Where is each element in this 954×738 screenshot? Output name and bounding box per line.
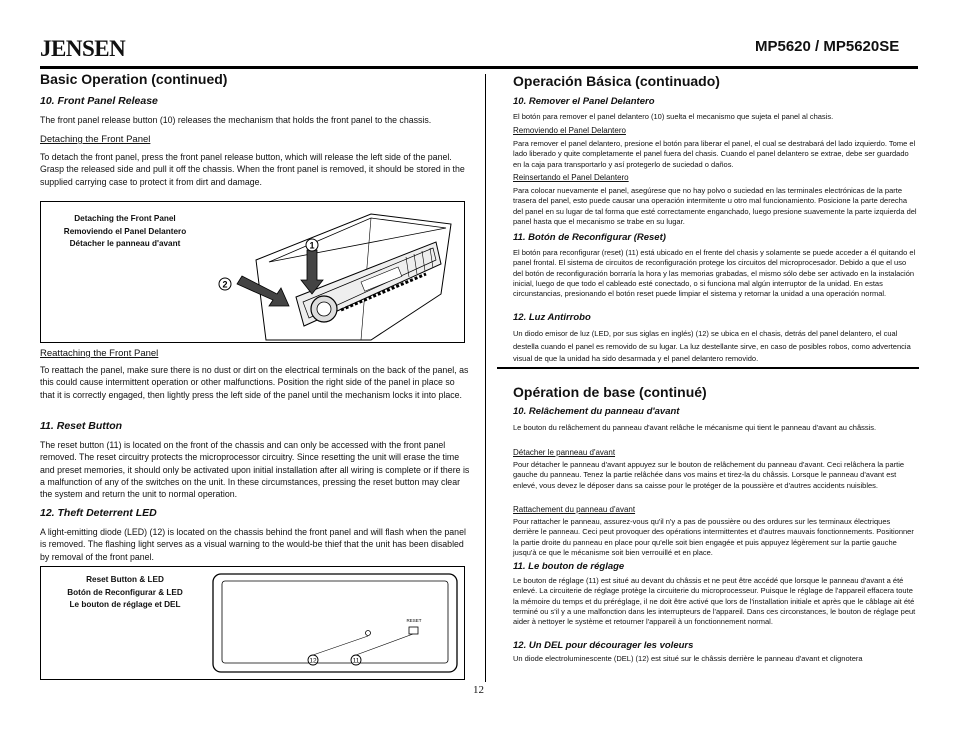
spanish-detach-text: Para remover el panel delantero, presione el botón para liberar el panel, el cual se destrabará del lado izquierdo. Tome el lado liberado y quite completamente el panel fuera del chasis. Cuando el panel delantero se extrae, debe ser guardado en la caja para transportarlo y así protegerlo de suciedad o daños.: [513, 139, 916, 169]
english-s12-text: A light-emitting diode (LED) (12) is located on the chassis behind the front panel and will flash when the panel is removed. The flashing light serves as a visual warning to the would-be thief that the unit has been disabled by removal of the front panel.: [40, 527, 466, 562]
page-number: 12: [473, 684, 484, 696]
callout-11-label: 11: [352, 657, 360, 665]
column-divider: [485, 74, 486, 682]
spanish-s11-text: El botón para reconfigurar (reset) (11) está ubicado en el frente del chasis y solamente se puede acceder a él quitando el panel frontal. El sistema de circuitos de reconfiguración protege los circuitos del microprocesador. Debido a que el uso del botón de reconfiguración borraría la hora y las memorias grabadas, el mismo sólo debe ser activado en la instalación inicial, luego de que todo el cableado esté conectado, o si funciona mal algún interruptor de la unidad. En estas circunstancias, presionando el botón reset puede limpiar el sistema y retornar la unidad a una operación normal.: [513, 248, 916, 299]
french-detach-text: Pour détacher le panneau d'avant appuyez sur le bouton de relâchement du panneau d'avant. Ceci relâchera la partie gauche du panneau. Tenez la partie relâchée dans vos mains et tirez-la du châssis. Lorsque le panneau d'avant est enlevé, vous devez le déposer dans sa caisse pour le protéger de la poussière et d'autres accidents nuisibles.: [513, 460, 905, 490]
english-s12-title: 12. Theft Deterrent LED: [40, 507, 157, 519]
spanish-s12-text: Un diodo emisor de luz (LED, por sus siglas en inglés) (12) se ubica en el chasis, detrás del panel delantero, el cual destella cuando el panel es removido de su lugar. La luz destellante sirve, en caso de posibles robos, como advertencia visual de que la unidad ha sido desarmada y el panel delantero removido.: [513, 329, 911, 363]
figure1-caption-fr: Détacher le panneau d'avant: [69, 239, 181, 248]
english-reattach-title: Reattaching the Front Panel: [40, 348, 159, 359]
brand-logo: JENSEN: [40, 36, 126, 61]
english-title: Basic Operation (continued): [40, 71, 228, 87]
french-s10-title: 10. Relâchement du panneau d'avant: [513, 406, 680, 417]
reset-button-icon: [409, 627, 418, 634]
spanish-s11-title: 11. Botón de Reconfigurar (Reset): [513, 232, 666, 243]
french-reattach-text: Pour rattacher le panneau, assurez-vous qu'il n'y a pas de poussière ou des ordures sur les terminaux électriques derrière le panneau. Ceci peut provoquer des opérations intermittentes et d'autres mauvais fonctionnements. Positionner la partie droite du panneau en place pour qu'elle soit bien engagée et puis appuyez légèrement sur la partie gauche jusqu'à ce que le mécanisme soit bien verrouillé et en place.: [513, 517, 914, 557]
reset-label: RESET: [406, 618, 422, 623]
figure2-caption-es: Botón de Reconfigurar & LED: [67, 587, 183, 597]
french-s11-title: 11. Le bouton de réglage: [513, 561, 625, 572]
english-detach-text: To detach the front panel, press the front panel release button, which will release the left side of the panel. Grasp the released side and pull it off the chassis. When the front panel is removed, it should be stored in the supplied carrying case to protect it from dirt and damage.: [40, 152, 465, 187]
language-separator: [497, 367, 919, 369]
spanish-reattach-text: Para colocar nuevamente el panel, asegúrese que no hay polvo o suciedad en las terminales electrónicas de la parte trasera del panel, esto puede causar una operación intermitente u otro mal funcionamiento. Posicione la parte derecha del panel en su lugar de tal forma que esté correctamente enganchado, luego presione suavemente la parte izquierda del panel hasta que el mecanismo se trabe en su lugar.: [513, 186, 917, 226]
english-s11-text: The reset button (11) is located on the front of the chassis and can only be accessed with the front panel removed. The reset circuitry protects the microprocessor circuitry. Since resetting the unit will erase the time and preset memories, it should only be activated upon initial installation after all wiring is complete or if there is a malfunction of any of the switches on the unit. In these circumstances, pressing the reset button may clear the system and return the unit to normal operation.: [40, 440, 470, 500]
french-s12-text: Un diode electroluminescente (DEL) (12) est situé sur le châssis derrière le panneau d'avant et clignotera: [513, 654, 863, 663]
figure1-caption-en: Detaching the Front Panel: [74, 214, 176, 223]
chassis-front-illustration: [41, 567, 464, 679]
english-s11-title: 11. Reset Button: [40, 420, 123, 432]
spanish-s12-title: 12. Luz Antirrobo: [513, 312, 591, 323]
spanish-reattach-title: Reinsertando el Panel Delantero: [513, 173, 629, 182]
figure2-caption-en: Reset Button & LED: [86, 575, 164, 584]
french-reattach-title: Rattachement du panneau d'avant: [513, 505, 636, 514]
spanish-s10-intro: El botón para remover el panel delantero (10) suelta el mecanismo que sujeta el panel al chasis.: [513, 112, 834, 121]
spanish-title: Operación Básica (continuado): [513, 73, 720, 89]
header-rule: [40, 66, 918, 69]
english-s10-title: 10. Front Panel Release: [40, 95, 158, 107]
french-s10-intro: Le bouton du relâchement du panneau d'avant relâche le mécanisme qui tient le panneau d'avant au châssis.: [513, 423, 877, 432]
english-detach-title: Detaching the Front Panel: [40, 134, 151, 145]
spanish-s10-title: 10. Remover el Panel Delantero: [513, 96, 655, 107]
callout-1-label: 1: [309, 240, 315, 251]
figure2-caption-fr: Le bouton de réglage et DEL: [69, 600, 181, 609]
french-detach-title: Détacher le panneau d'avant: [513, 448, 616, 457]
french-title: Opération de base (continué): [513, 384, 707, 400]
callout-2-label: 2: [222, 279, 228, 290]
english-s10-intro: The front panel release button (10) releases the mechanism that holds the front panel to the chassis.: [40, 115, 432, 125]
figure-reset-led: [40, 566, 465, 680]
french-s11-text: Le bouton de réglage (11) est situé au devant du châssis et ne peut être accédé que lorsque le panneau d'avant a été enlevé. La circuiterie de réglage protège la circuiterie du microprocesseur. Puisque le réglage de l'appareil effacera toute la mémoire du temps et du préréglage, il ne doit être activé que lors de l'installation initiale et après que le câblage ait été terminé ou s'il y a une malfonction dans les interrupteurs de l'appareil. Dans ces circonstances, le bouton de réglage peut aider à nettoyer le système et retourner l'appareil à un fonctionnement normal.: [513, 576, 916, 627]
english-reattach-text: To reattach the panel, make sure there is no dust or dirt on the electrical terminals on the back of the panel, as this could cause intermittent operation or other malfunctions. Position the right side of the panel in place so that it is correctly engaged, then lightly press the left side of the panel until the mechanism locks it into place.: [40, 365, 469, 400]
led-indicator: [366, 631, 371, 636]
spanish-detach-title: Removiendo el Panel Delantero: [513, 126, 626, 135]
figure1-caption-es: Removiendo el Panel Delantero: [63, 226, 187, 236]
figure-detach-panel: [40, 201, 465, 343]
model-number: MP5620 / MP5620SE: [755, 38, 900, 55]
french-s12-title: 12. Un DEL pour décourager les voleurs: [513, 640, 694, 651]
car-stereo-illustration: [41, 202, 464, 342]
callout-12-label: 12: [309, 657, 317, 665]
